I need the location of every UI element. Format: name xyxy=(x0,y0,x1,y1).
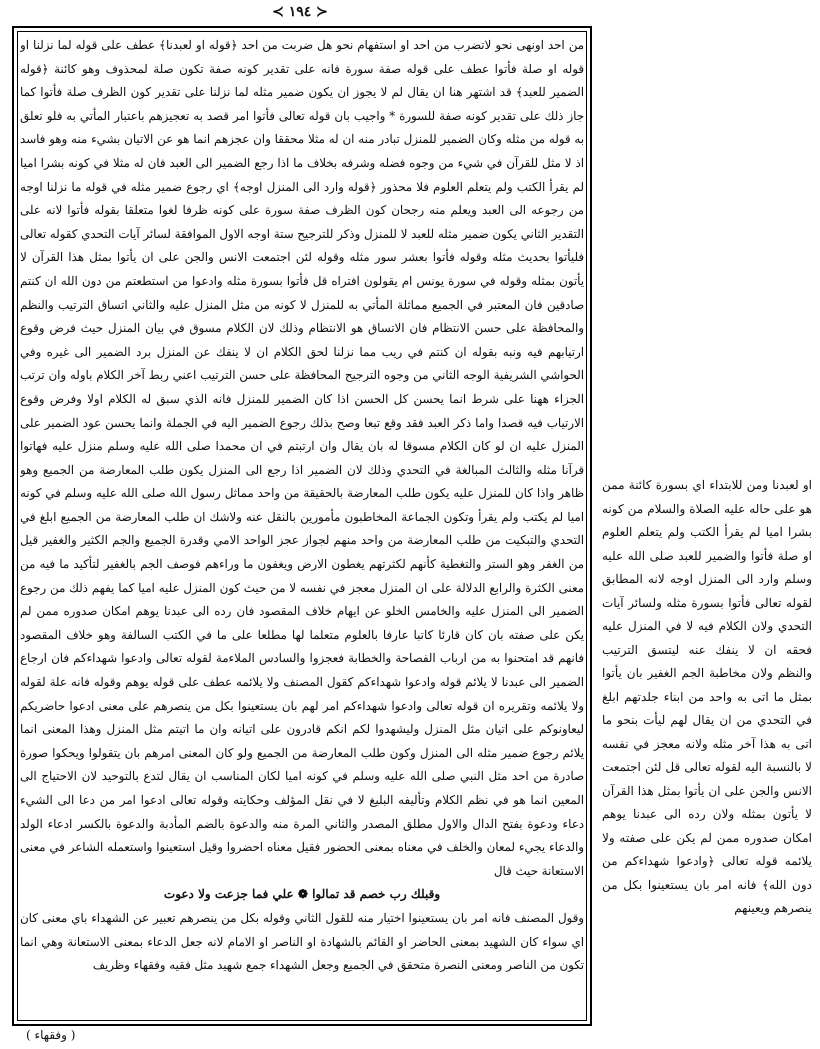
commentary-paragraph: من احد اونهى نحو لاتضرب من احد او استفهام نحو هل ضربت من احد ﴿قوله او لعبدنا﴾ عطف على قوله لما نزلنا او قوله او صلة فأتوا عطف على قوله صفة سورة فانه على تقدير كونه صفة تكون صلة لمحذوف وهو كائنة ﴿قوله الضمير للعبد﴾ قد اشتهر هنا ان يقال لم لا يجوز ان يكون ضمير مثله لما نزلنا على تقدير كون الظرف صلة فأتوا كما جاز ذلك على تقدير كونه صفة للسورة * واجيب بان قوله تعالى فأتوا امر قصد به تعجيزهم باعتبار المأتي به فلو تعلق به قوله من مثله وكان الضمير للمنزل تبادر منه ان له مثلا محققا وان عجزهم انما هو عن الاتيان بشيء منه وهو فاسد اذ لا مثل للقرآن في شيء من وجوه فضله وشرفه بخلاف ما اذا رجع الضمير الى العبد فان له مثلا في كونه بشرا اميا لم يقرأ الكتب ولم يتعلم العلوم فلا محذور ﴿قوله وارد الى المنزل اوجه﴾ اي رجوع ضمير مثله في قوله ما نزلنا اوجه من رجوعه الى العبد ويعلم منه رجحان كون الظرف صفة سورة على كونه ظرفا لغوا متعلقا بقوله فأتوا لانه على التقدير الثاني يكون ضمير مثله للعبد لا للمنزل وذكر للترجيح ستة اوجه الاول الموافقة لسائر آيات التحدي كقوله تعالى فليأتوا بحديث مثله وقوله فأتوا بعشر سور مثله وقوله لئن اجتمعت الانس والجن على ان يأتوا بمثل هذا القرآن لا يأتون بمثله وقوله في سورة يونس ام يقولون افتراه قل فأتوا بسورة مثله وادعوا من استطعتم من دون الله ان كنتم صادقين فان المعتبر في الجميع مماثلة المأتي به للمنزل لا كونه من مثل المنزل عليه والثاني اتساق الترتيب والنظم والمحافظة على حسن الانتظام فان الاتساق هو الانتظام وذلك لان الكلام مسوق في بيان المنزل حيث فرض وقوع ارتيابهم فيه ونبه بقوله ان كنتم في ريب مما نزلنا لحق الكلام ان لا ينفك عن المنزل برد الضمير الى غيره وفي الحواشي الشريفية الوجه الثاني من وجوه الترجيح المحافظة على حسن الترتيب اعني ربط آخر الكلام باوله وان ترتب الجزاء ههنا على شرط انما يحسن كل الحسن اذا كان الضمير للمنزل فانه الذي سبق له الكلام اولا وفرض وقوع الارتياب فيه قصدا واما ذكر العبد فقد وقع تبعا وصح بذلك رجوع الضمير اليه في الجملة وانما يحسن عود الضمير على المنزل عليه ان لو كان الكلام مسوقا له بان يقال وان ارتبتم في ان محمدا صلى الله عليه وسلم منزل عليه فهاتوا قرآنا مثله والثالث المبالغة في التحدي وذلك لان الضمير اذا رجع الى المنزل يكون طلب المعارضة من الجميع وهو ظاهر واذا كان للمنزل عليه يكون طلب المعارضة بالحقيقة من واحد مماثل رسول الله صلى الله عليه وسلم في كونه اميا لم يكتب ولم يقرأ وتكون الجماعة المخاطبون مأمورين بالنقل عنه ولاشك ان طلب المعارضة من الجميع ابلغ في التحدي والتبكيت من طلب المعارضة من واحد منهم لجواز عجز الواحد الامي وقدرة الجميع والجم الكثير والغفير قيل من الغفر وهو الستر والتغطية كأنهم لكثرتهم يغطون الارض ويغفون ما وراءهم فوصف الجم بالغفير لتأكيد ما فيه من معنى الكثرة والرابع الدلالة على ان المنزل معجز في نفسه لا من حيث كون المنزل عليه اميا كما يفهم ذلك من رجوع الضمير الى المنزل عليه والخامس الخلو عن ايهام خلاف المقصود فان رده الى عبدنا يوهم امكان صدوره ممن لم يكن على صفته بان كان قارئا كاتبا عارفا بالعلوم متعلما لها مطلعا على ما في الكتب السالفة وهو خلاف المقصود فانهم قد امتحنوا به من ارباب الفصاحة والخطابة فعجزوا والسادس الملاءمة لقوله تعالى وادعوا شهداءكم فان ارجاع الضمير الى عبدنا لا يلائم قوله وادعوا شهداءكم كقول المصنف ولا يلائمه عطف على قوله يوهم وقوله فانه علة لقوله ولا يلائمه وتقريره ان قوله تعالى وادعوا شهداءكم امر لهم بان يستعينوا بكل من ينصرهم على معنى ادعوا حاضريكم ليعاونوكم على اتيان مثل المنزل وليشهدوا لكم انكم قادرون على اتيانه وان ما اتيتم مثل المنزل وهذا المعنى انما يلائم رجوع ضمير مثله الى المنزل وكون طلب المعارضة من الجميع ولو كان المعنى امرهم بان يتقولوا ويحكوا صورة صادرة من احد مثل النبي صلى الله عليه وسلم في كونه اميا لكان المناسب ان يقال لتدع بالتوحيد لان الاحتياج الى المعين انما هو في نظم الكلام وتأليفه البليغ لا في نقل المؤلف وحكايته وقوله تعالى ادعوا امر من دعا الى الشيء دعاء ودعوة بفتح الدال والاول مطلق المصدر والثاني المرة منه والدعوة بالضم المأدبة والدعوة بالكسر ادعاء الولد والدعاء يجيء لمعان والخلف في معناه بمعنى الحضور فقيل معناه احضروا وقيل استعينوا واستعمله الشاعر في معنى الاستعانة حيث قال xyxy=(20,38,584,878)
marginal-note: او لعبدنا ومن للابتداء اي بسورة كائنة ممن هو على حاله عليه الصلاة والسلام من كونه بشرا اميا لم يقرأ الكتب ولم يتعلم العلوم او صلة فأتوا والضمير للعبد صلى الله عليه وسلم وارد الى المنزل اوجه لانه المطابق لقوله تعالى فأتوا بسورة مثله ولسائر آيات التحدي ولان الكلام فيه لا في المنزل عليه فحقه ان لا ينفك عنه ليتسق الترتيب والنظم ولان مخاطبة الجم الغفير بان يأتوا بمثل ما اتى به واحد من ابناء جلدتهم ابلغ في التحدي من ان يقال لهم ليأت بنحو ما اتى به هذا آخر مثله ولانه معجز في نفسه لا بالنسبة اليه لقوله تعالى قل لئن اجتمعت الانس والجن على ان يأتوا بمثل هذا القرآن لا يأتون بمثله ولان رده الى عبدنا يوهم امكان صدوره ممن لم يكن على صفته ولا يلائمه قوله تعالى ﴿وادعوا شهداءكم من دون الله﴾ فانه امر بان يستعينوا بكل من ينصرهم ويعينهم xyxy=(602,478,812,915)
main-text-frame xyxy=(12,26,592,1026)
commentary-paragraph: وقول المصنف فانه امر بان يستعينوا اختيار منه للقول الثاني وقوله بكل من ينصرهم تعبير عن الشهداء باي معنى كان اي سواء كان الشهيد بمعنى الحاضر او القائم بالشهادة او الناصر او الامام لانه جعل الدعاء بمعنى الاستعانة وهي انما تكون من الناصر ومعنى النصرة متحقق في الجميع وجعل الشهداء جمع شهيد مثل فقيه وفقهاء وظريف xyxy=(20,910,584,973)
main-commentary-text xyxy=(20,34,584,1018)
poetry-verse: وقبلك رب خصم قد تمالوا ❁ علي فما جزعت ولا دعوت xyxy=(163,887,441,902)
page-number: ≺ ١٩٤ ≻ xyxy=(272,4,328,20)
catchword: ( وفقهاء ) xyxy=(26,1028,76,1042)
